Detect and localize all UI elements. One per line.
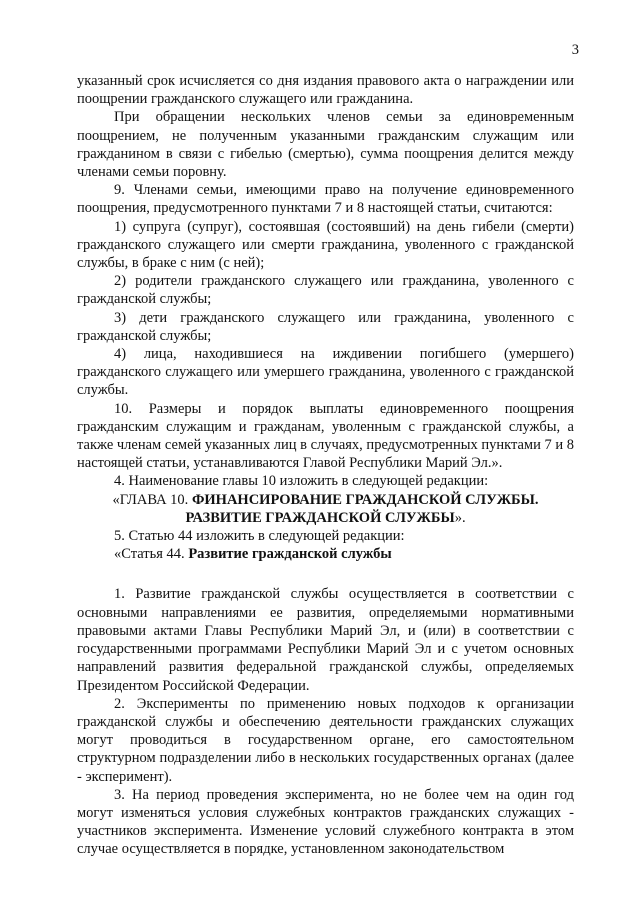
paragraph: 4) лица, находившиеся на иждивении погибшего (умершего) гражданского служащего или умершего гражданина, уволенного с гражданской службы. [77, 346, 574, 399]
document-body [77, 72, 574, 859]
article-heading-title: Развитие гражданской службы [188, 546, 392, 563]
chapter-heading [77, 491, 574, 509]
chapter-heading-suffix: ». [454, 509, 466, 526]
paragraphs-part1 [77, 72, 574, 491]
paragraph: 1) супруга (супруг), состоявшая (состоявший) на день гибели (смерти) гражданского служащего или смерти гражданина, уволенного с гражданской службы, в браке с ним (с ней); [77, 218, 574, 272]
paragraph: 2) родители гражданского служащего или гражданина, уволенного с гражданской службы; [77, 273, 574, 308]
paragraph: 4. Наименование главы 10 изложить в следующей редакции: [114, 473, 489, 490]
chapter-heading-title-line2: РАЗВИТИЕ ГРАЖДАНСКОЙ СЛУЖБЫ [185, 509, 455, 526]
page-number: 3 [571, 42, 579, 58]
paragraph: 9. Членами семьи, имеющими право на получение единовременного поощрения, предусмотренного пунктами 7 и 8 настоящей статьи, считаются: [77, 182, 574, 217]
paragraph: 3) дети гражданского служащего или гражданина, уволенного с гражданской службы; [77, 309, 574, 344]
spacer [77, 563, 574, 585]
article-heading-prefix: «Статья 44. [114, 546, 189, 563]
paragraph: 10. Размеры и порядок выплаты единовременного поощрения гражданским служащим и гражданам, уволенным с гражданской службы, а также членам семей указанных лиц в случаях, предусмотренных пунктами 7 и 8 настоящей статьи, устанавливаются Главой Республики Марий Эл.». [77, 400, 574, 472]
paragraphs-part2 [77, 585, 574, 858]
paragraph: При обращении нескольких членов семьи за единовременным поощрением, не полученным указанными гражданским служащим или гражданином в связи с гибелью (смертью), сумма поощрения делится между членами семьи поровну. [77, 109, 574, 181]
paragraph: 3. На период проведения эксперимента, но не более чем на один год могут изменяться условия служебных контрактов гражданских служащих - участников эксперимента. Изменение условий служебного контракта в этом случае осуществляется в порядке, установленном законодательством [77, 786, 574, 858]
paragraph: указанный срок исчисляется со дня издания правового акта о награждении или поощрении гражданского служащего или гражданина. [77, 73, 574, 108]
chapter-heading-prefix: «ГЛАВА 10. [112, 491, 192, 508]
chapter-heading-title-line1: ФИНАНСИРОВАНИЕ ГРАЖДАНСКОЙ СЛУЖБЫ. [191, 491, 539, 508]
article-heading [77, 545, 574, 563]
item-5-paragraph: 5. Статью 44 изложить в следующей редакции: [114, 528, 405, 545]
paragraph: 1. Развитие гражданской службы осуществляется в соответствии с основными направлениями ее развития, определяемыми нормативными правовыми актами Главы Республики Марий Эл, и (или) в соответствии с государственными программами Республики Марий Эл и с учетом основных направлений развития федеральной гражданской службы, определяемых Президентом Российской Федерации. [77, 586, 574, 694]
chapter-heading-line2 [77, 509, 574, 527]
paragraph: 2. Эксперименты по применению новых подходов к организации гражданской службы и обеспечению деятельности гражданских служащих могут проводиться в государственном органе, его самостоятельном структурном подразделении либо в нескольких государственных органах (далее - эксперимент). [77, 695, 574, 785]
